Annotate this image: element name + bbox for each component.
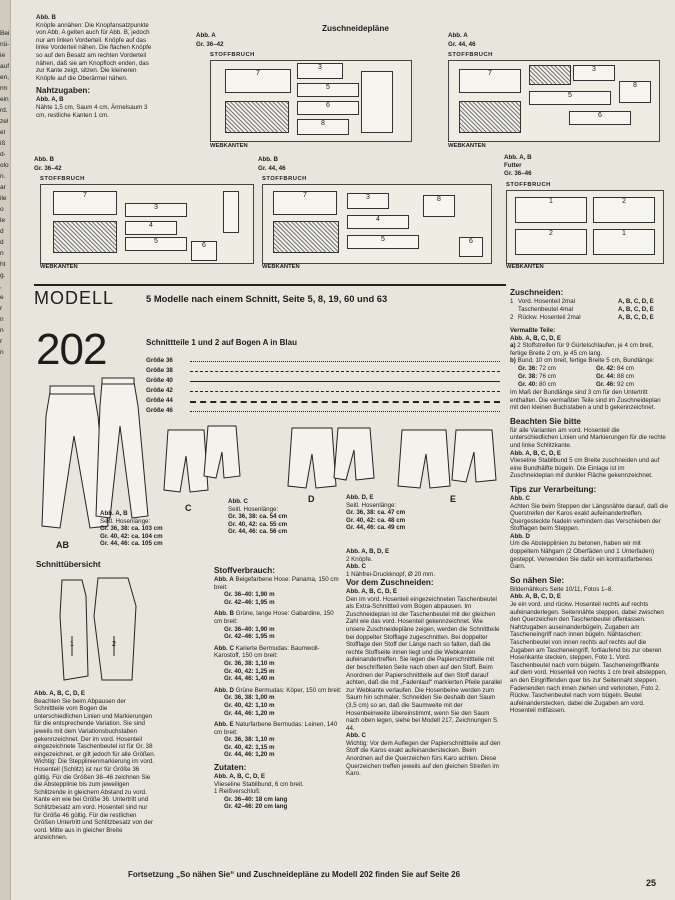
- fig-label-c: C: [185, 503, 192, 513]
- cutting-plan-b-44-46: [258, 156, 494, 274]
- naht-abb: Abb. A, B: [36, 96, 64, 104]
- shorts-illustration-c: [162, 420, 242, 504]
- plan-fold-label: STOFFBRUCH: [210, 52, 255, 58]
- prev-page-fragment: nü-: [0, 41, 10, 48]
- plan-abb: Abb. B: [34, 156, 54, 163]
- prev-page-fragment: n: [0, 250, 4, 257]
- length-c: Abb. C Seitl. Hosenlänge: Gr. 36, 38: ca. 54 cm Gr. 40, 42: ca. 55 cm Gr. 44, 46: ca. 56 cm: [228, 498, 288, 536]
- plan-selvage-label: WEBKANTEN: [448, 143, 486, 149]
- size-36: Größe 36: [146, 357, 173, 364]
- plan-abb: Abb. A, B: [504, 154, 532, 161]
- footer-continuation: Fortsetzung „So nähen Sie“ und Zuschneidepläne zu Modell 202 finden Sie auf Seite 26: [128, 870, 461, 879]
- prev-page-fragment: r: [0, 338, 3, 345]
- cutting-plan-a-36-42: [196, 32, 414, 150]
- plan-size: Gr. 44, 46: [448, 41, 476, 48]
- fabric-layout: 7 3 5 6 8: [210, 60, 412, 142]
- prev-page-fragment: ein: [0, 96, 9, 103]
- plan-selvage-label: WEBKANTEN: [506, 264, 544, 270]
- size-38: Größe 38: [146, 367, 173, 374]
- tips-title: Tips zur Verarbeitung:: [510, 484, 597, 494]
- before-cutting: Vor dem Zuschneiden: Abb. A, B, C, D, E Den im vord. Hosenteil eingezeichneten Taschenbeutel als Extra-Schnittteil vom Bogen abpausen. Im Zuschneideplan ist der Taschenbeutel mit der gleichen Zahl wie das vord. Hosenteil gekennzeichnet. Wie unsere Zuschneidepläne zeigen, werden die Schnittteile bei doppelter Stofflage zugeschnitten. Bei doppelter Stofflage den Stoff der Länge nach so falten, daß die rechte Stoffseite innen liegt und die Webkanten aufeinandertreffen. Sie legen die Papierschnittteile mit der beschrifteten Seite nach oben auf den Stoff. Beim Anordnen der Papierschnittteile auf den Stoff darauf achten, daß die mit „Fadenlauf“ markierten Pfeile parallel zur Webkante verlaufen. Die Hosenbeine werden zum Saum hin schmaler. Schneiden Sie deshalb den Saum (3,5 cm) so an, daß die Saumweite mit der Hosenbeinweite übereinstimmt, wenn Sie den Saum nach oben legen, siehe bei Modell 217, Zeichnungen S. 44. Abb. C Wichtig: Vor dem Auflegen der Papierschnittteile auf den Stoff die Karos exakt aufeinanderstecken. Beim Anordnen auf die Querzeichen fürs Karo achten. Diese Querzeichen treffen jeweils auf den gleichen Streifen im Karo.: [346, 578, 502, 778]
- plan-abb: Abb. A: [448, 32, 468, 39]
- prev-page-fragment: ar: [0, 184, 6, 191]
- size-46: Größe 46: [146, 407, 173, 414]
- plan-fold-label: STOFFBRUCH: [506, 182, 551, 188]
- naehen-title: So nähen Sie:: [510, 575, 565, 585]
- plan-size: Futter: [504, 162, 522, 169]
- shorts-illustration-e: [394, 420, 504, 504]
- size-legend: [146, 357, 504, 419]
- prev-page-fragment: le: [0, 217, 6, 224]
- prev-page-fragment: n: [0, 327, 4, 334]
- naht-text: Nähte 1,5 cm, Saum 4 cm, Ärmelsaum 3 cm, restliche Kanten 1 cm.: [36, 103, 148, 119]
- stoff-title: Stoffverbrauch:: [214, 566, 275, 575]
- length-ab: Abb. A, B Seitl. Hosenlänge: Gr. 36, 38: ca. 103 cm Gr. 40, 42: ca. 104 cm Gr. 44, 46: ca. 105 cm: [100, 510, 163, 548]
- fig-label-d: D: [308, 494, 315, 504]
- prev-page-fragment: d-: [0, 151, 6, 158]
- prev-page-fragment: el: [0, 129, 6, 136]
- fabric-item: Abb. D Grüne Bermudas: Köper, 150 cm breit: Gr. 36, 38: 1,00 m Gr. 40, 42: 1,10 m Gr. 44, 46: 1,20 m: [214, 686, 342, 717]
- zuschneideplaene-title: Zuschneidepläne: [322, 24, 389, 33]
- fabric-item: Abb. B Grüne, lange Hose: Gabardine, 150 cm breit: Gr. 36–40: 1,90 m Gr. 42–46: 1,95 m: [214, 610, 334, 641]
- schnittteile-note: Schnittteile 1 und 2 auf Bogen A in Blau: [146, 338, 297, 347]
- right-column: Zuschneiden: 1 Vord. Hosenteil 2mal A, B, C, D, E Taschenbeutel 4mal A, B, C, D, E 2 Rückw. Hosenteil 2mal A, B, C, D, E Vermaßte Teile: Abb. A, B, C, D, E a) 2 Stoffstreifen für 9 Gürtelschlaufen, je 4 cm breit, fertige Breite 2 cm, je 45 cm lang. b) Bund, 10 cm breit, fertige Breite 5 cm, Bundlänge: Gr. 36: 72 cm Gr. 42: 84 cm Gr. 38: 76 cm Gr. 44: 88 cm Gr. 40: 80 cm Gr. 46: 92 cm Im Maß der Bundlänge sind 3 cm für den Untertritt enthalten. Die vermaßten Teile sind im Zuschneideplan mit den kleinen Buchstaben a und b gekennzeichnet. Beachten Sie bitte für alle Varianten am vord. Hosenteil die unterschiedlichen Linien und Markierungen für die rechte und linke Schlitzkante. Abb. A, B, C, D, E Vlieseline Stabilbund 5 cm Breite zuschneiden und auf eine Bundhälfte bügeln. Die Einlage ist im Zuschneideplan mit dunkler Fläche gekennzeichnet. Tips zur Verarbeitung: Abb. C Achten Sie beim Steppen der Längsnähte darauf, daß die Querstreifen der Karos exakt aufeinandertreffen. Quergesteckte Nadeln verhindern das Verschieben der Stofflagen beim Steppen. Abb. D Um die Abstepplinien zu betonen, haben wir mit doppeltem Nähgarn (2 Oberfäden und 1 Unterfaden) gesteppt. Verwenden Sie dafür ein kontrastfarbenes Garn. So nähen Sie: Bildernähkurs Seite 10/11, Fotos 1–8. Abb. A, B, C, D, E Je ein vord. und rückw. Hosenteil rechts auf rechts aufeinanderlegen. Seitennähte steppen, dabei zwischen den Querzeichen den Taschenbeutel offenlassen. Nahtzugaben auseinanderbügeln, Zugaben am Tascheneingriff nach innen bügeln. Nähtaschen: Taschenbeutel von innen rechts auf rechts auf die Zugaben am Tascheneingriff, fortlaufend bis zur oberen Hosenkante stecken, steppen, Foto 1. Vord. Taschenbeutel nach vorn bügeln. Tascheneingriffkante auf dem vord. Hosenteil von rechts 1 cm breit absteppen, an den Eingriffenden quer bis zur Seitennaht steppen. Fadenenden nach innen ziehen und verknoten, Foto 2. Rückw. Taschenbeutel nach vorn bügeln. Beutel aufeinanderstecken, dabei die Zugaben am vord. Hosenteil mitfassen.: [510, 288, 668, 715]
- svg-text:1: 1: [70, 641, 74, 648]
- shorts-illustration-d: [286, 420, 376, 504]
- svg-text:2: 2: [112, 641, 116, 648]
- fabric-item: Abb. A Beigefarbene Hose: Panama, 150 cm breit: Gr. 36–40: 1,90 m Gr. 42–46: 1,95 m: [214, 576, 339, 606]
- previous-page-edge: [0, 0, 11, 900]
- prev-page-fragment: n: [0, 316, 4, 323]
- vermasste-title: Vermaßte Teile:: [510, 327, 556, 334]
- fabric-consumption: Stoffverbrauch: Abb. A Beigefarbene Hose: Panama, 150 cm breit: Gr. 36–40: 1,90 m Gr. 42–46: 1,95 m Abb. B Grüne, lange Hose: Gabardine, 150 cm breit: Gr. 36–40: 1,90 m Gr. 42–46: 1,95 m Abb. C Karierte Bermudas: Baumwoll-Karostoff, 150 cm breit: Gr. 36, 38: 1,10 m Gr. 40, 42: 1,25 m Gr. 44, 46: 1,40 m Abb. D Grüne Bermudas: Köper, 150 cm breit: Gr. 36, 38: 1,00 m Gr. 40, 42: 1,10 m Gr. 44, 46: 1,20 m Abb. E Naturfarbene Bermudas: Leinen, 140 cm breit: Gr. 36, 38: 1,10 m Gr. 40, 42: 1,15 m Gr. 44, 46: 1,20 m Zutaten: Abb. A, B, C, D, E Vlieseline Stabilbund, 6 cm breit. 1 Reißverschluß: Gr. 36–40: 18 cm lang Gr. 42–46: 20 cm lang: [214, 566, 342, 811]
- prev-page-fragment: ht: [0, 261, 6, 268]
- size-40: Größe 40: [146, 377, 173, 384]
- zutaten-title: Zutaten:: [214, 763, 247, 773]
- fig-label-e: E: [450, 494, 457, 504]
- plan-abb: Abb. A: [196, 32, 216, 39]
- prev-page-fragment: rm: [0, 85, 8, 92]
- prev-page-fragment: n.: [0, 173, 6, 180]
- prev-page-fragment: en,: [0, 74, 10, 81]
- cutting-plan-b-36-42: [34, 156, 256, 274]
- zuschneiden-title: Zuschneiden:: [510, 288, 564, 297]
- prev-page-fragment: ,: [0, 283, 2, 290]
- pattern-overview-drawing: [58, 576, 158, 686]
- prev-page-fragment: d: [0, 228, 4, 235]
- modell-label: MODELL: [34, 288, 115, 308]
- prev-page-fragment: rd.: [0, 107, 8, 114]
- left-column: Abb. A, B, C, D, E Beachten Sie beim Abpausen der Schnittteile vom Bogen die unterschiedlichen Linien und Markierungen für die entsprechende Variation. Sie sind jeweils mit dem Variationsbuchstaben gekennzeichnet. Der im vord. Hosenteil eingezeichnete Taschenbeutel ist für Gr. 38 eingezeichnet, er gilt jedoch für alle Größen. Wichtig: Die Stepplinienmarkierung im vord. Hosenteil (Schlitz) ist nur für Größe 36 gültig. Für die Größen 38–46 zeichnen Sie die Abstepplinie bis zum jeweiligen Schlitzende in gleichem Abstand zu vord. Kante ein wie bei Größe 36. Untertritt und Schlitzbesatz am vord. Hosenteil sind nur für Größe 46 gültig. Für die restlichen Größen Untertritt und Schlitzbesatz von der vord. Mitte aus in gleicher Breite anzeichnen.: [34, 690, 156, 842]
- fabric-layout: 7 3 5 6 8: [448, 60, 660, 142]
- plan-selvage-label: WEBKANTEN: [40, 264, 78, 270]
- cutting-plan-a-44-46: [430, 32, 666, 150]
- top-left-instructions: [36, 14, 152, 119]
- prev-page-fragment: ie: [0, 52, 6, 59]
- fabric-layout: 1 2 2 1: [506, 190, 664, 264]
- fabric-item: Abb. E Naturfarbene Bermudas: Leinen, 140 cm breit: Gr. 36, 38: 1,10 m Gr. 40, 42: 1,15 m Gr. 44, 46: 1,20 m: [214, 721, 338, 759]
- plan-size: Gr. 36–42: [196, 41, 224, 48]
- fabric-item: Abb. C Karierte Bermudas: Baumwoll-Karostoff, 150 cm breit: Gr. 36, 38: 1,10 m Gr. 40, 42: 1,25 m Gr. 44, 46: 1,40 m: [214, 644, 320, 683]
- prev-page-fragment: r: [0, 305, 3, 312]
- beachten-title: Beachten Sie bitte: [510, 416, 581, 426]
- prev-page-fragment: ile: [0, 195, 7, 202]
- prev-page-fragment: Bei: [0, 30, 10, 37]
- prev-page-fragment: zel: [0, 118, 9, 125]
- plan-abb: Abb. B: [258, 156, 278, 163]
- prev-page-fragment: iß: [0, 140, 6, 147]
- plan-fold-label: STOFFBRUCH: [448, 52, 493, 58]
- fabric-layout: 7 3 4 5 6: [40, 184, 254, 264]
- modell-number: 202: [36, 325, 107, 374]
- notions-buttons: Abb. A, B, D, E 2 Knöpfe. Abb. C 1 Nähfrei-Druckknopf, Ø 20 mm.: [346, 548, 436, 578]
- plan-selvage-label: WEBKANTEN: [210, 143, 248, 149]
- plan-selvage-label: WEBKANTEN: [262, 264, 300, 270]
- prev-page-fragment: e: [0, 294, 4, 301]
- prev-page-fragment: n: [0, 349, 4, 356]
- prev-page-fragment: olo: [0, 162, 9, 169]
- plan-fold-label: STOFFBRUCH: [40, 176, 85, 182]
- plan-fold-label: STOFFBRUCH: [262, 176, 307, 182]
- plan-size: Gr. 36–42: [34, 165, 62, 172]
- plan-size: Gr. 44, 46: [258, 165, 286, 172]
- schnittuebersicht-title: Schnittübersicht: [36, 560, 101, 569]
- prev-page-fragment: o: [0, 206, 4, 213]
- abb-b-title: Abb. B: [36, 14, 56, 21]
- modell-headline: 5 Modelle nach einem Schnitt, Seite 5, 8, 19, 60 und 63: [146, 293, 388, 304]
- size-42: Größe 42: [146, 387, 173, 394]
- prev-page-fragment: d: [0, 239, 4, 246]
- size-44: Größe 44: [146, 397, 173, 404]
- fabric-layout: 7 3 4 5 8 6: [262, 184, 492, 264]
- abb-b-text: Knöpfe annähen: Die Knopfansatzpunkte von Abb. A gelten auch für Abb. B, jedoch nur am linken Vorderteil. Knöpfe auf das linke Vorderteil nähen. Die flachen Knöpfe so auf den Besatz am rechten Vorderteil nähen, daß sie am Knopfloch enden, das zur Kante zeigt, sitzen. Die kleineren Knöpfe auf die Oberärmel nähen.: [36, 21, 152, 82]
- page-number: 25: [646, 878, 657, 888]
- prev-page-fragment: auf: [0, 63, 10, 70]
- plan-size-range: Gr. 36–46: [504, 170, 532, 177]
- naht-title: Nahtzugaben:: [36, 86, 91, 96]
- prev-page-fragment: g.: [0, 272, 6, 279]
- fig-label-ab: AB: [56, 540, 69, 550]
- length-de: Abb. D, E Seitl. Hosenlänge: Gr. 36, 38: ca. 47 cm Gr. 40, 42: ca. 48 cm Gr. 44, 46: ca. 49 cm: [346, 494, 406, 532]
- cutting-plan-lining: [500, 154, 668, 276]
